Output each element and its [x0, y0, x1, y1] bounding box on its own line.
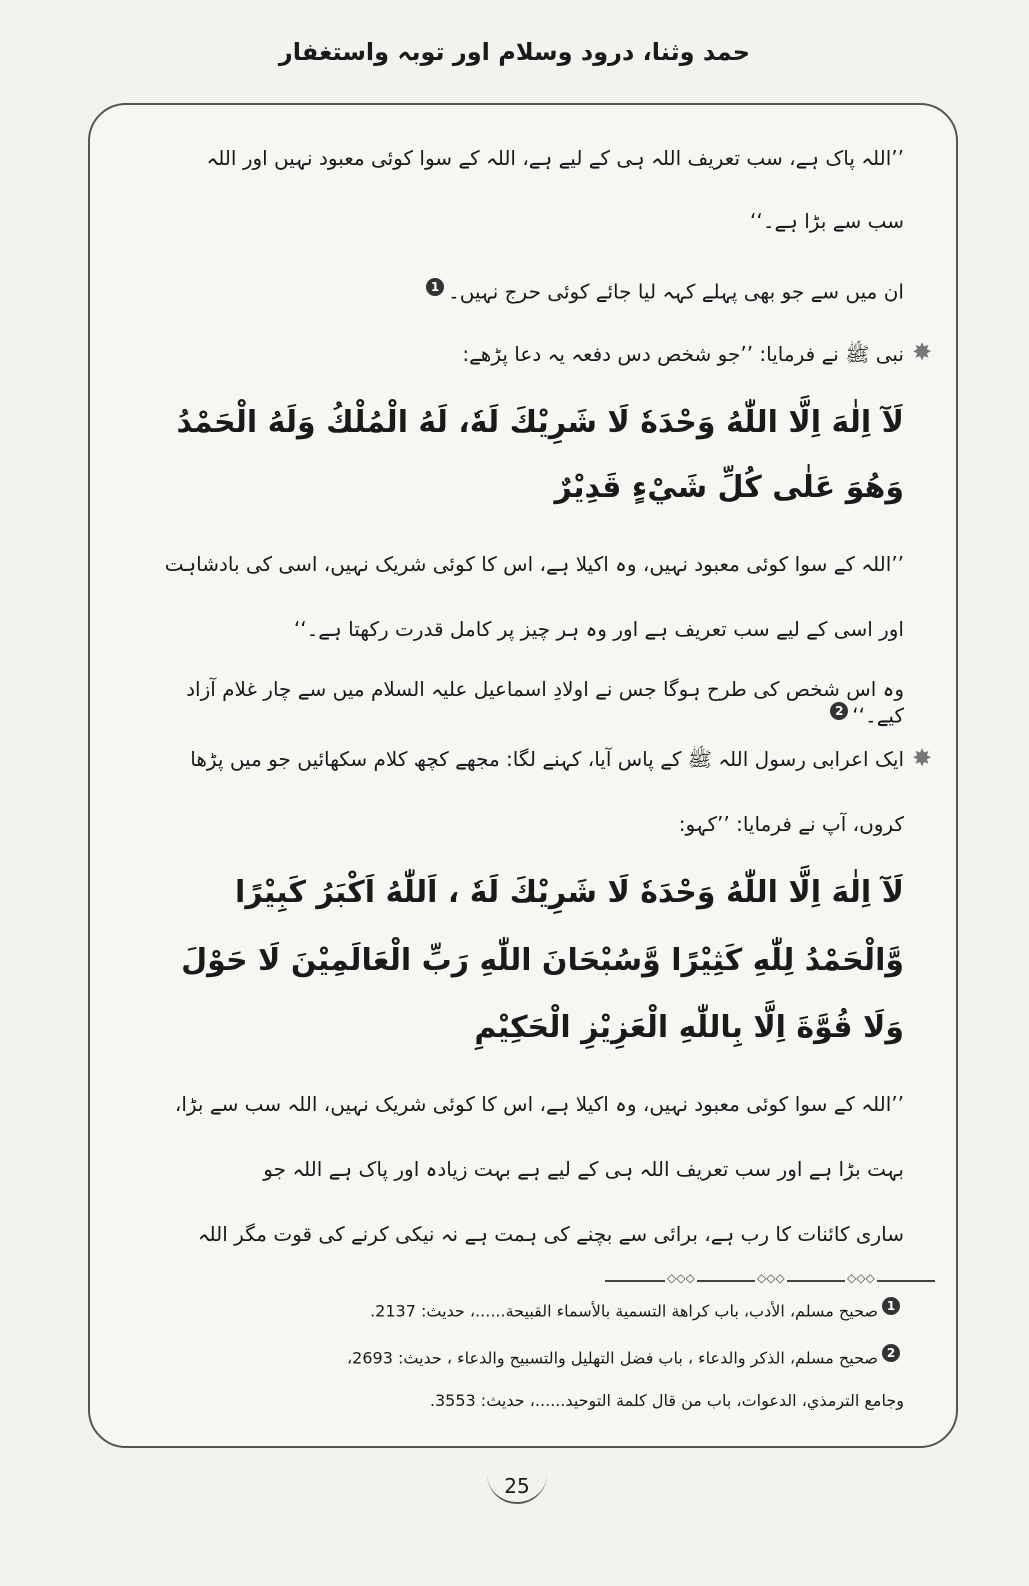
text-line: نبی ﷺ نے فرمایا: ’’جو شخص دس دفعہ یہ دعا پڑھے:	[462, 342, 904, 366]
arabic-line: وَهُوَ عَلٰى كُلِّ شَيْءٍ قَدِيْرٌ	[554, 470, 904, 505]
arabic-line: لَآ اِلٰهَ اِلَّا اللّٰهُ وَحْدَهٗ لَا شَرِيْكَ لَهٗ، لَهُ الْمُلْكُ وَلَهُ الْحَمْدُ	[176, 405, 904, 440]
footnote: وجامع الترمذي، الدعوات، باب من قال كلمة التوحيد......، حديث: 3553.	[429, 1391, 904, 1410]
text-line: بہت بڑا ہے اور سب تعریف اللہ ہی کے لیے ہے بہت زیادہ اور پاک ہے اللہ جو	[263, 1157, 904, 1181]
separator-ornament: ◇◇◇	[667, 1271, 695, 1285]
text-span: ان میں سے جو بھی پہلے کہہ لیا جائے کوئی حرج نہیں۔	[448, 279, 904, 304]
text-line: ساری کائنات کا رب ہے، برائی سے بچنے کی ہمت ہے نہ نیکی کرنے کی قوت مگر اللہ	[197, 1222, 904, 1246]
text-line	[135, 278, 904, 305]
separator-ornament: ◇◇◇	[757, 1271, 785, 1285]
footnote	[135, 1297, 904, 1322]
text-line: ’’اللہ پاک ہے، سب تعریف اللہ ہی کے لیے ہے، اللہ کے سوا کوئی معبود نہیں اور اللہ	[206, 146, 904, 170]
footnote	[135, 1344, 904, 1369]
footnote-separator	[605, 1271, 935, 1285]
text-line: سب سے بڑا ہے۔‘‘	[750, 209, 904, 233]
footnote-text: صحيح مسلم، الأدب، باب كراهة التسمية بالأسماء القبيحة......، حديث: 2137.	[370, 1301, 878, 1321]
arabic-line: وَلَا قُوَّةَ اِلَّا بِاللّٰهِ الْعَزِيْزِ الْحَكِيْمِ	[474, 1010, 904, 1045]
footnote-marker[interactable]: 1	[426, 278, 444, 296]
text-line: کروں، آپ نے فرمایا: ’’کہو:	[678, 812, 904, 836]
footnote-marker[interactable]: 2	[830, 702, 848, 720]
text-line	[135, 676, 904, 729]
running-header: حمد وثنا، درود وسلام اور توبہ واستغفار	[278, 38, 751, 66]
footnote-marker: 2	[882, 1344, 900, 1362]
page-number: 25	[487, 1474, 547, 1504]
arabic-line: لَآ اِلٰهَ اِلَّا اللّٰهُ وَحْدَهٗ لَا شَرِيْكَ لَهٗ ، اَللّٰهُ اَكْبَرُ كَبِيْرًا	[235, 875, 904, 910]
arabic-line: وَّالْحَمْدُ لِلّٰهِ كَثِيْرًا وَّسُبْحَانَ اللّٰهِ رَبِّ الْعَالَمِيْنَ لَا حَوْلَ	[181, 943, 904, 978]
text-line: ’’اللہ کے سوا کوئی معبود نہیں، وہ اکیلا ہے، اس کا کوئی شریک نہیں، اللہ سب سے بڑا،	[174, 1092, 904, 1116]
bullet-star-icon: ✸	[912, 744, 933, 772]
text-span: وہ اس شخص کی طرح ہوگا جس نے اولادِ اسماعیل علیہ السلام میں سے چار غلام آزاد کیے۔‘‘	[186, 677, 904, 728]
text-line: ایک اعرابی رسول اللہ ﷺ کے پاس آیا، کہنے لگا: مجھے کچھ کلام سکھائیں جو میں پڑھا	[190, 747, 904, 771]
footnote-text: صحيح مسلم، الذكر والدعاء ، باب فضل التهليل والتسبيح والدعاء ، حديث: 2693،	[347, 1348, 878, 1368]
separator-ornament: ◇◇◇	[847, 1271, 875, 1285]
bullet-star-icon: ✸	[912, 338, 933, 366]
text-line: ’’اللہ کے سوا کوئی معبود نہیں، وہ اکیلا ہے، اس کا کوئی شریک نہیں، اسی کی بادشاہت	[164, 552, 904, 576]
text-line: اور اسی کے لیے سب تعریف ہے اور وہ ہر چیز پر کامل قدرت رکھتا ہے۔‘‘	[293, 617, 904, 641]
footnote-marker: 1	[882, 1297, 900, 1315]
